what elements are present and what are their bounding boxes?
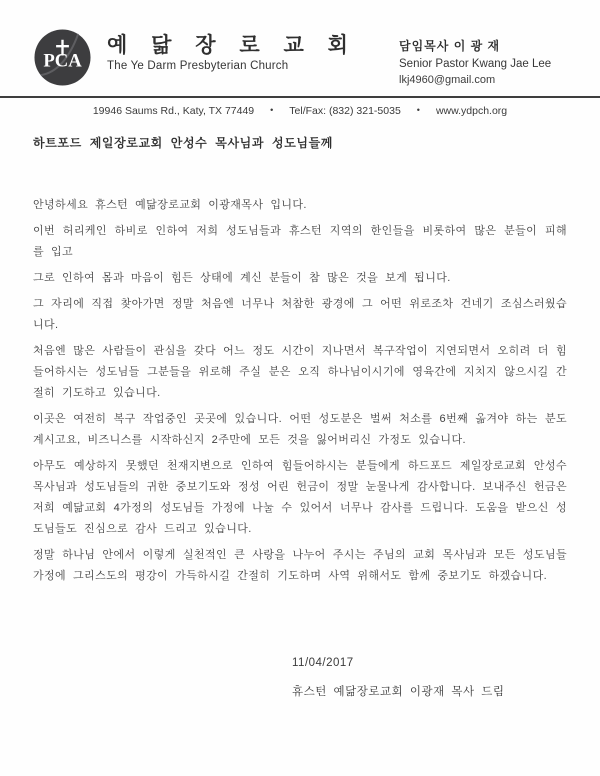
pastor-title-korean: 담임목사 이 광 재 (399, 39, 501, 53)
letter-paragraph: 안녕하세요 휴스턴 예닮장로교회 이광재목사 입니다. (33, 199, 307, 211)
letter-body (0, 195, 600, 587)
church-name-block (107, 27, 357, 72)
letter-paragraph: 아무도 예상하지 못했던 천재지변으로 인하여 힘들어하시는 분들에게 하드포드 제일장로교회 안성수 목사님과 성도님들의 귀한 중보기도와 정성 어린 헌금이 정말 눈물나게 감사합니다. 보내주신 헌금은 저희 예닮교회 4가정의 성도님들 가정에 나눌 수 있어서 너무나 감사를 드립니다. 도움을 받으신 성도님들도 진심으로 감사 드리고 있습니다. (33, 460, 567, 535)
letter-paragraph: 처음엔 많은 사람들이 관심을 갖다 어느 정도 시간이 지나면서 복구작업이 지연되면서 오히려 더 힘들어하시는 성도님들 그분들을 위로해 주실 분은 오직 하나님이시기에 영육간에 지치지 않으시길 간절히 기도하고 있습니다. (33, 345, 567, 399)
letter-paragraph: 이곳은 여전히 복구 작업중인 곳곳에 있습니다. 어떤 성도분은 벌써 처소를 6번째 옮겨야 하는 분도 계시고요, 비즈니스를 시작하신지 2주만에 모든 것을 잃어버리신 가정도 있습니다. (33, 413, 567, 446)
church-name-korean: 예 닮 장 로 교 회 (107, 34, 357, 57)
pastor-info-block (399, 27, 567, 86)
svg-text:PCA: PCA (43, 50, 82, 72)
bullet-separator: • (270, 105, 274, 115)
pastor-email: lkj4960@gmail.com (399, 74, 496, 86)
letter-paragraph: 그 자리에 직접 찾아가면 정말 처음엔 너무나 처참한 광경에 그 어떤 위로조차 건네기 조심스러웠습니다. (33, 298, 567, 331)
church-website: www.ydpch.org (435, 105, 508, 117)
bullet-separator: • (416, 105, 420, 115)
letter-closing (292, 657, 600, 699)
letter-paragraph: 정말 하나님 안에서 이렇게 실천적인 큰 사랑을 나누어 주시는 주님의 교회 목사님과 모든 성도님들 가정에 그리스도의 평강이 가득하시길 간절히 기도하며 사역 위해서도 함께 중보기도 하겠습니다. (33, 549, 567, 582)
letter-signature: 휴스턴 예닮장로교회 이광재 목사 드림 (292, 686, 505, 698)
church-name-english: The Ye Darm Presbyterian Church (107, 60, 289, 73)
recipient-line: 하트포드 제일장로교회 안성수 목사님과 성도님들께 (33, 136, 333, 150)
pca-logo-icon (33, 28, 92, 87)
letter-paragraph: 이번 허리케인 하비로 인하여 저희 성도님들과 휴스턴 지역의 한인들을 비롯하여 많은 분들이 피해를 입고 (33, 225, 567, 258)
letter-paragraph: 그로 인하여 몸과 마음이 힘든 상태에 계신 분들이 참 많은 것을 보게 됩니다. (33, 272, 451, 284)
pastor-title-english: Senior Pastor Kwang Jae Lee (399, 58, 552, 70)
letterhead (0, 0, 600, 87)
church-telfax: Tel/Fax: (832) 321-5035 (289, 105, 401, 117)
header-divider (0, 96, 600, 98)
church-address: 19946 Saums Rd., Katy, TX 77449 (92, 105, 255, 117)
contact-line (0, 105, 600, 117)
letter-date: 11/04/2017 (292, 657, 354, 669)
